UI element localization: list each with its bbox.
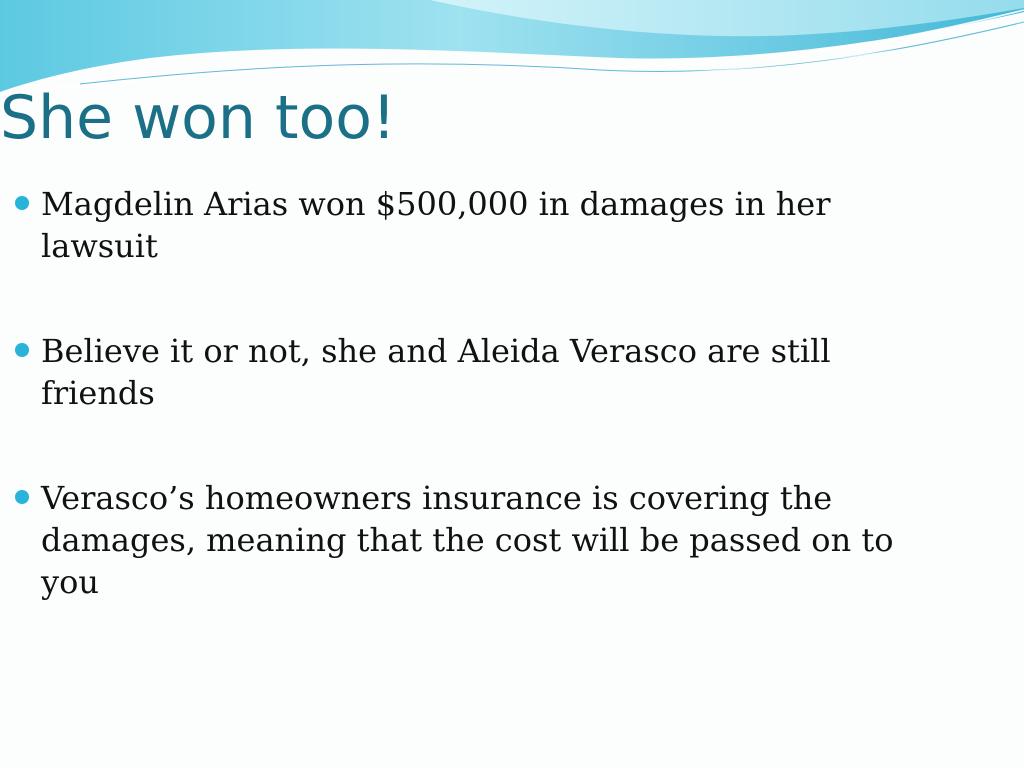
bullet-item bbox=[12, 183, 952, 267]
bullet-dot-icon bbox=[15, 343, 29, 357]
slide-title: She won too! bbox=[0, 83, 396, 153]
bullet-dot-icon bbox=[15, 490, 29, 504]
bullet-text: Believe it or not, she and Aleida Verasco are still friends bbox=[41, 332, 831, 412]
bullet-text: Verasco’s homeowners insurance is covering the damages, meaning that the cost will be passed on to you bbox=[41, 479, 894, 601]
bullet-item bbox=[12, 477, 952, 603]
bullet-text: Magdelin Arias won $500,000 in damages in her lawsuit bbox=[41, 185, 831, 265]
bullet-list bbox=[12, 183, 952, 666]
bullet-item bbox=[12, 330, 952, 414]
bullet-dot-icon bbox=[15, 196, 29, 210]
